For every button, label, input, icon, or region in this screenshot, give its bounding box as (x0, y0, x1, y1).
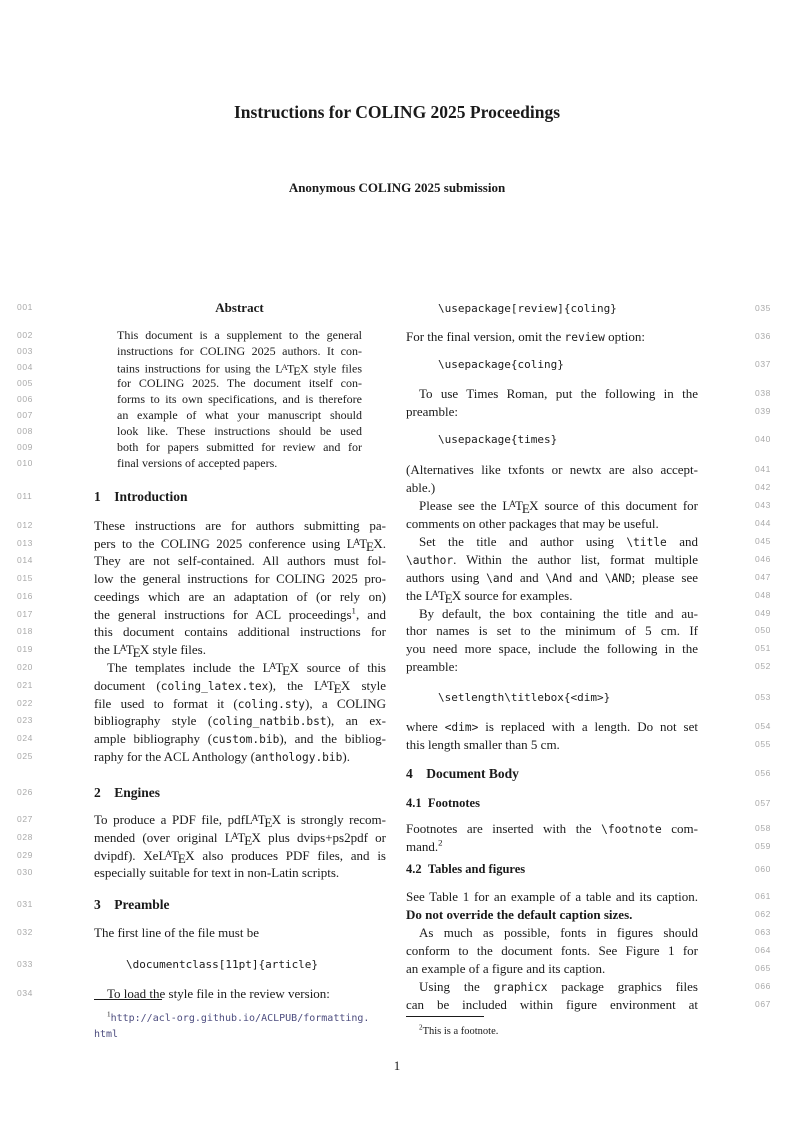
section-heading: 4 Document Body (406, 766, 519, 781)
code-line: \usepackage{times} (438, 433, 558, 446)
text-line: Set the title and author using \title and (419, 534, 698, 549)
line-number: 058 (755, 823, 771, 833)
line-number: 003 (17, 346, 33, 356)
line-number: 043 (755, 500, 771, 510)
line-number: 036 (755, 331, 771, 341)
text-line: authors using \and and \And and \AND; please see (406, 570, 698, 585)
line-number: 042 (755, 482, 771, 492)
line-number: 056 (755, 768, 771, 778)
line-number: 055 (755, 739, 771, 749)
line-number: 067 (755, 999, 771, 1009)
text-line: can be included within figure environment at (406, 997, 698, 1012)
line-number: 038 (755, 388, 771, 398)
text-line: document (coling_latex.tex), the $L^ATEX$ style (94, 678, 386, 696)
line-number: 033 (17, 959, 33, 969)
line-number: 057 (755, 798, 771, 808)
text-line: an example of what your manuscript should (117, 408, 362, 422)
text-line: you need more space, include the following in the (406, 641, 698, 656)
code-line: \documentclass[11pt]{article} (126, 958, 319, 971)
text-line: look like. These instructions should be used (117, 424, 362, 438)
line-number: 053 (755, 692, 771, 702)
text-line: both for papers submitted for review and for (117, 440, 362, 454)
line-number: 019 (17, 644, 33, 654)
line-number: 025 (17, 751, 33, 761)
line-number: 008 (17, 426, 33, 436)
paper-title: Instructions for COLING 2025 Proceedings (233, 102, 561, 122)
line-number: 066 (755, 981, 771, 991)
line-number: 048 (755, 590, 771, 600)
text-line: able.) (406, 480, 436, 495)
line-number: 034 (17, 988, 33, 998)
line-number: 016 (17, 591, 33, 601)
line-number: 049 (755, 608, 771, 618)
text-line: pers to the COLING 2025 conference using $L^ATEX$. (94, 536, 386, 554)
text-line: To use Times Roman, put the following in the (419, 386, 698, 401)
line-number: 054 (755, 721, 771, 731)
line-number: 002 (17, 330, 33, 340)
line-number: 041 (755, 464, 771, 474)
line-number: 009 (17, 442, 33, 452)
line-number: 029 (17, 850, 33, 860)
text-line: instructions for COLING 2025 authors. It con- (117, 344, 362, 358)
text-line: As much as possible, fonts in figures should (419, 925, 698, 940)
line-number: 010 (17, 458, 33, 468)
footnote-url-link[interactable]: $^1$http://acl-org.github.io/ACLPUB/formatting. (107, 1010, 370, 1024)
footnote-rule-left (94, 999, 162, 1000)
line-number: 023 (17, 715, 33, 725)
line-number: 059 (755, 841, 771, 851)
line-number: 062 (755, 909, 771, 919)
text-line: the $L^ATEX$ source for examples. (406, 588, 573, 606)
line-number: 030 (17, 867, 33, 877)
text-line: preamble: (406, 404, 458, 419)
text-line: The templates include the $L^ATEX$ source of this (107, 660, 386, 678)
text-line: See Table 1 for an example of a table and its caption. (406, 889, 698, 904)
line-number: 028 (17, 832, 33, 842)
text-line: an example of a figure and its caption. (406, 961, 606, 976)
text-line: conform to the document fonts. See Figure 1 for (406, 943, 698, 958)
section-heading: 3 Preamble (94, 897, 170, 912)
line-number: 063 (755, 927, 771, 937)
page-number: 1 (393, 1058, 401, 1073)
line-number: 039 (755, 406, 771, 416)
line-number: 035 (755, 303, 771, 313)
text-line: especially suitable for text in non-Latin scripts. (94, 865, 340, 880)
text-line: bibliography style (coling_natbib.bst), an ex- (94, 713, 386, 728)
line-number: 012 (17, 520, 33, 530)
line-number: 047 (755, 572, 771, 582)
text-line: They are not self-contained. All authors must fol- (94, 553, 386, 568)
code-line: \usepackage{coling} (438, 358, 564, 371)
text-line: To produce a PDF file, pdfL$^A$TEX is strongly recom- (94, 812, 386, 830)
line-number: 024 (17, 733, 33, 743)
line-number: 046 (755, 554, 771, 564)
line-number: 007 (17, 410, 33, 420)
text-line: The first line of the file must be (94, 925, 259, 940)
line-number: 052 (755, 661, 771, 671)
text-line: Please see the $L^ATEX$ source of this document for (419, 498, 698, 516)
text-line: \author. Within the author list, format multiple (406, 552, 698, 567)
text-line: file used to format it (coling.sty), a COLING (94, 696, 386, 711)
line-number: 064 (755, 945, 771, 955)
text-line: for COLING 2025. The document itself con- (117, 376, 362, 390)
line-number: 065 (755, 963, 771, 973)
subsection-heading: 4.2 Tables and figures (406, 862, 526, 876)
line-number: 022 (17, 698, 33, 708)
section-heading: 1 Introduction (94, 489, 188, 504)
line-number: 020 (17, 662, 33, 672)
line-number: 032 (17, 927, 33, 937)
subsection-heading: 4.1 Footnotes (406, 796, 480, 810)
paper-author: Anonymous COLING 2025 submission (288, 180, 506, 195)
text-line: the $L^ATEX$ style files. (94, 642, 206, 660)
text-line: raphy for the ACL Anthology (anthology.bib). (94, 749, 350, 764)
line-number: 044 (755, 518, 771, 528)
text-line: Footnotes are inserted with the \footnote com- (406, 821, 698, 836)
text-line: where <dim> is replaced with a length. Do not set (406, 719, 698, 734)
abstract-heading: Abstract (215, 300, 264, 315)
line-number: 050 (755, 625, 771, 635)
line-number: 015 (17, 573, 33, 583)
line-number: 011 (17, 491, 33, 501)
line-number: 017 (17, 609, 33, 619)
text-line: mended (over original $L^ATEX$ plus dvips+ps2pdf or (94, 830, 386, 848)
text-line: forms to its own specifications, and is therefore (117, 392, 362, 406)
text-line: To load the style file in the review version: (107, 986, 330, 1001)
text-line: this document contains additional instructions for (94, 624, 386, 639)
code-line: \usepackage[review]{coling} (438, 302, 617, 315)
text-line: (Alternatives like txfonts or newtx are also accept- (406, 462, 698, 477)
text-line: For the final version, omit the review option: (406, 329, 645, 344)
line-number: 060 (755, 864, 771, 874)
line-number: 031 (17, 899, 33, 909)
text-line: low the general instructions for COLING 2025 pro- (94, 571, 386, 586)
text-line: dvipdf). XeL$^A$TEX also produces PDF files, and is (94, 848, 386, 866)
text-line: comments on other packages that may be useful. (406, 516, 659, 531)
footnote-rule-right (406, 1016, 484, 1017)
text-line: ceedings which are an adaptation of (or rely on) (94, 589, 386, 604)
line-number: 006 (17, 394, 33, 404)
text-line: This document is a supplement to the general (117, 328, 362, 342)
text-line: thor names is set to the minimum of 5 cm. If (406, 623, 698, 638)
text-line: preamble: (406, 659, 458, 674)
line-number: 051 (755, 643, 771, 653)
text-line: Do not override the default caption sizes. (406, 907, 633, 922)
line-number: 001 (17, 302, 33, 312)
text-line: final versions of accepted papers. (117, 456, 278, 470)
footnote-url-link[interactable]: html (94, 1029, 119, 1040)
line-number: 013 (17, 538, 33, 548)
line-number: 037 (755, 359, 771, 369)
text-line: the general instructions for ACL proceedings$^1$, and (94, 605, 386, 622)
text-line: this length smaller than 5 cm. (406, 737, 560, 752)
line-number: 018 (17, 626, 33, 636)
text-line: tains instructions for using the $L^ATEX$ style files (117, 361, 362, 379)
section-heading: 2 Engines (94, 785, 161, 800)
line-number: 005 (17, 378, 33, 388)
text-line: By default, the box containing the title and au- (419, 606, 698, 621)
line-number: 027 (17, 814, 33, 824)
text-line: These instructions are for authors submitting pa- (94, 518, 386, 533)
text-line: ample bibliography (custom.bib), and the bibliog- (94, 731, 386, 746)
line-number: 061 (755, 891, 771, 901)
line-number: 040 (755, 434, 771, 444)
line-number: 021 (17, 680, 33, 690)
footnote-text: $^2$This is a footnote. (419, 1023, 499, 1037)
line-number: 045 (755, 536, 771, 546)
line-number: 004 (17, 362, 33, 372)
line-number: 014 (17, 555, 33, 565)
text-line: Using the graphicx package graphics files (419, 979, 698, 994)
text-line: mand.$^2$ (406, 837, 443, 854)
code-line: \setlength\titlebox{<dim>} (438, 691, 611, 704)
line-number: 026 (17, 787, 33, 797)
